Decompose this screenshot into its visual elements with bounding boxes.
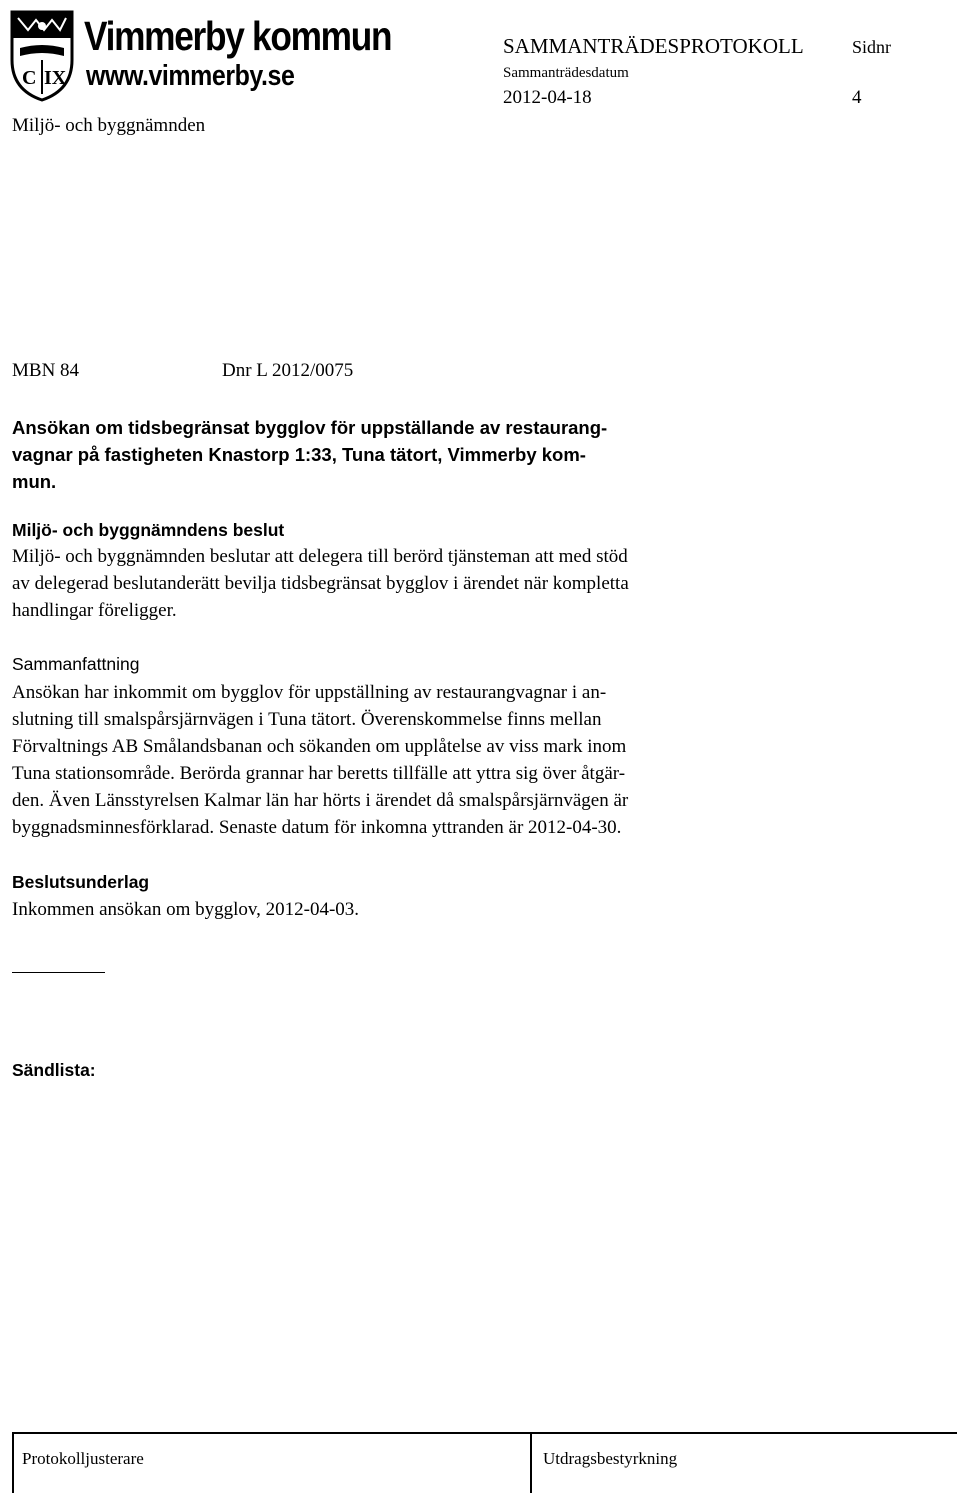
footer-divider: [12, 1433, 14, 1493]
case-title: [12, 414, 872, 495]
basis-heading: Beslutsunderlag: [12, 872, 150, 892]
decision-line: av delegerad beslutanderätt bevilja tidsbegränsat bygglov i ärendet när kompletta: [12, 573, 629, 594]
footer-rule: [12, 1432, 957, 1434]
coat-of-arms-icon: [8, 8, 76, 104]
svg-text:C: C: [22, 67, 37, 89]
meeting-date: 2012-04-18: [503, 87, 592, 108]
minutes-adjuster-label: Protokolljusterare: [22, 1449, 144, 1468]
summary-line: den. Även Länsstyrelsen Kalmar län har hörts i ärendet då smalspårsjärnvägen är: [12, 790, 629, 811]
summary-line: Tuna stationsområde. Berörda grannar har beretts tillfälle att yttra sig över åtgär-: [12, 763, 626, 784]
summary-line: byggnadsminnesförklarad. Senaste datum för inkomna yttranden är 2012-04-30.: [12, 817, 622, 838]
logo-name: Vimmerby kommun: [84, 13, 392, 59]
case-title-line: Ansökan om tidsbegränsat bygglov för uppställande av restaurang-: [12, 417, 608, 438]
case-title-line: vagnar på fastigheten Knastorp 1:33, Tuna tätort, Vimmerby kom-: [12, 444, 586, 465]
summary-heading: Sammanfattning: [12, 654, 140, 674]
registration-number: Dnr L 2012/0075: [222, 360, 354, 381]
page-number: 4: [852, 87, 862, 108]
basis-text: Inkommen ansökan om bygglov, 2012-04-03.: [12, 899, 360, 920]
summary-line: Ansökan har inkommit om bygglov för uppställning av restaurangvagnar i an-: [12, 682, 607, 703]
case-number: MBN 84: [12, 360, 80, 381]
svg-text:IX: IX: [44, 67, 67, 89]
decision-line: Miljö- och byggnämnden beslutar att delegera till berörd tjänsteman att med stöd: [12, 546, 628, 567]
summary-line: slutning till smalspårsjärnvägen i Tuna tätort. Överenskommelse finns mellan: [12, 709, 602, 730]
decision-line: handlingar föreligger.: [12, 600, 177, 621]
extract-certification-label: Utdragsbestyrkning: [543, 1449, 678, 1468]
meeting-date-label: Sammanträdesdatum: [503, 65, 629, 81]
committee-name: Miljö- och byggnämnden: [12, 115, 206, 136]
decision-heading: Miljö- och byggnämndens beslut: [12, 520, 285, 540]
summary-line: Förvaltnings AB Smålandsbanan och sökanden om upplåtelse av viss mark inom: [12, 736, 627, 757]
logo-web-address: www.vimmerby.se: [86, 60, 295, 92]
case-title-line: mun.: [12, 471, 57, 492]
footer-divider: [530, 1433, 532, 1493]
document-type: SAMMANTRÄDESPROTOKOLL: [503, 34, 804, 58]
page-number-label: Sidnr: [852, 37, 892, 57]
separator-line: [12, 972, 105, 973]
distribution-heading: Sändlista:: [12, 1060, 96, 1080]
